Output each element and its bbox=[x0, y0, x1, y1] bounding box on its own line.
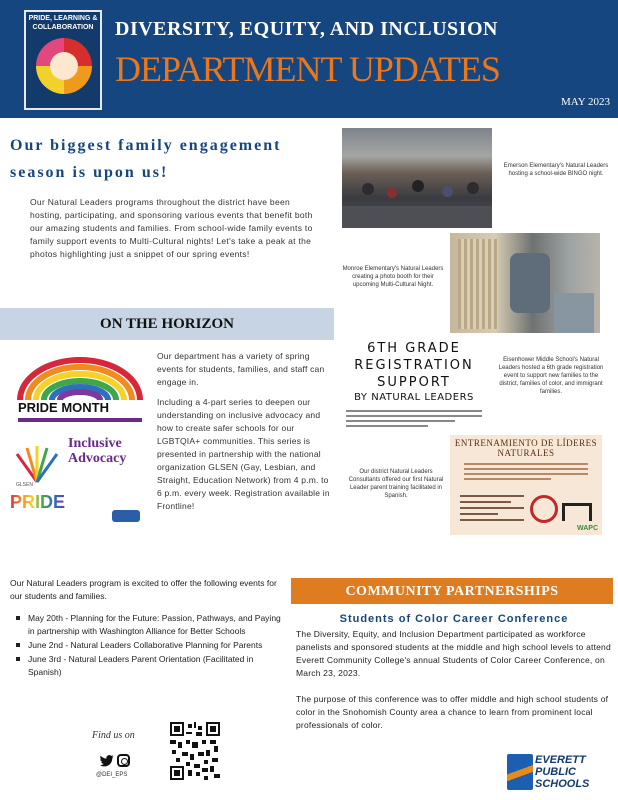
heart-hands-icon bbox=[530, 495, 558, 523]
community-paragraph-2: The purpose of this conference was to offer middle and high school students of color in the Snohomish County area a chance to learn from prominent local professionals of color. bbox=[296, 694, 609, 730]
wapc-logo: WAPC bbox=[577, 525, 598, 532]
issue-date: MAY 2023 bbox=[560, 96, 610, 108]
sunburst-icon bbox=[12, 444, 62, 484]
engagement-heading: Our biggest family engagement season is upon us! bbox=[10, 137, 282, 181]
everett-public-schools-logo bbox=[505, 752, 611, 794]
qr-code-icon[interactable] bbox=[170, 722, 220, 780]
community-body bbox=[296, 628, 612, 745]
community-paragraph-1: The Diversity, Equity, and Inclusion Department participated as workforce panelists and sponsored students at the middle and high school levels to attend Everett Community College's annual Students of Color Career Conference, on March 23, 2023. bbox=[296, 629, 611, 678]
registration-fine-print bbox=[346, 410, 482, 430]
rainbow-arcs-icon bbox=[10, 350, 150, 400]
instagram-icon[interactable] bbox=[117, 754, 130, 767]
purple-strip bbox=[18, 418, 142, 422]
find-us-label: Find us on bbox=[92, 730, 135, 741]
horizon-paragraph-2: Including a 4-part series to deepen our understanding on inclusive advocacy and how to create safer schools for our LGBTQIA+ communities. This series is presented in partnership with the national organization GLSEN (Gay, Lesbian, and Straight, Education Network) from 4 p.m. to 6 p.m. every week. Registration available in Frontline! bbox=[157, 397, 330, 511]
training-flyer bbox=[450, 435, 602, 535]
twitter-icon[interactable] bbox=[100, 755, 114, 767]
pride-month-image bbox=[10, 350, 150, 428]
list-item: May 20th - Planning for the Future: Passion, Pathways, and Paying in partnership with Washington Alliance for Better Schools bbox=[16, 612, 286, 638]
horizon-title: ON THE HORIZON bbox=[100, 316, 234, 332]
training-title: ENTRENAMIENTO DE LÍDERES NATURALES bbox=[454, 438, 598, 458]
pride-month-label: PRIDE MONTH bbox=[18, 400, 109, 415]
logo-text: PRIDE, LEARNING & COLLABORATION bbox=[28, 15, 98, 31]
glsen-label: GLSEN bbox=[16, 482, 33, 488]
registration-title: 6TH GRADE REGISTRATION SUPPORT bbox=[354, 341, 474, 390]
community-title: COMMUNITY PARTNERSHIPS bbox=[345, 584, 559, 599]
inclusive-advocacy-label: Inclusive Advocacy bbox=[68, 436, 127, 466]
photo-booth-photo bbox=[450, 233, 600, 333]
events-intro: Our Natural Leaders program is excited to offer the following events for our students and families. bbox=[10, 578, 277, 601]
eps-logo-text: EVERETT PUBLIC SCHOOLS bbox=[535, 754, 590, 790]
page-subtitle: DEPARTMENT UPDATES bbox=[115, 49, 500, 89]
horizon-body bbox=[157, 350, 335, 520]
training-details bbox=[460, 495, 524, 525]
conference-title: Students of Color Career Conference bbox=[339, 613, 569, 625]
training-fine-print bbox=[464, 463, 588, 483]
horizon-paragraph-1: Our department has a variety of spring events for students, families, and staff can engage in. bbox=[157, 351, 325, 387]
registration-subtitle: BY NATURAL LEADERS bbox=[354, 392, 474, 403]
bridge-icon bbox=[562, 503, 592, 521]
bingo-night-photo bbox=[342, 128, 492, 228]
bingo-caption: Emerson Elementary's Natural Leaders hosting a school-wide BINGO night. bbox=[503, 163, 609, 177]
page-title: DIVERSITY, EQUITY, AND INCLUSION bbox=[115, 18, 498, 40]
registration-caption: Eisenhower Middle School's Natural Leaders hosted a 6th grade registration event to support new families to the district, families of color, and immigrant families. bbox=[498, 357, 604, 395]
glsen-pride-label: PRIDE bbox=[10, 492, 66, 512]
spanish-training-caption: Our district Natural Leaders Consultants offered our first Natural Leader parent training facilitated in Spanish. bbox=[348, 469, 444, 499]
list-item: June 2nd - Natural Leaders Collaborative Planning for Parents bbox=[16, 639, 286, 652]
list-item: June 3rd - Natural Leaders Parent Orientation (Facilitated in Spanish) bbox=[16, 653, 286, 679]
social-handle: @DEI_EPS bbox=[96, 772, 128, 778]
registration-graphic bbox=[338, 336, 490, 442]
photo-booth-caption: Monroe Elementary's Natural Leaders creating a photo booth for their upcoming Multi-Cultural Night. bbox=[342, 266, 444, 288]
eps-mark-icon bbox=[507, 754, 533, 790]
events-list bbox=[16, 612, 286, 680]
partner-logo bbox=[112, 510, 140, 522]
heart-center bbox=[50, 52, 78, 80]
inclusive-advocacy-image bbox=[10, 430, 150, 530]
pride-learning-logo bbox=[24, 10, 102, 110]
engagement-body: Our Natural Leaders programs throughout the district have been hosting, participating, and sponsoring various events that benefit both our amazing students and families. From school-wide family events to family support events to Multi-Cultural nights! Let's take a peak at the photos highlighting just a snippet of our spring events! bbox=[30, 197, 313, 259]
